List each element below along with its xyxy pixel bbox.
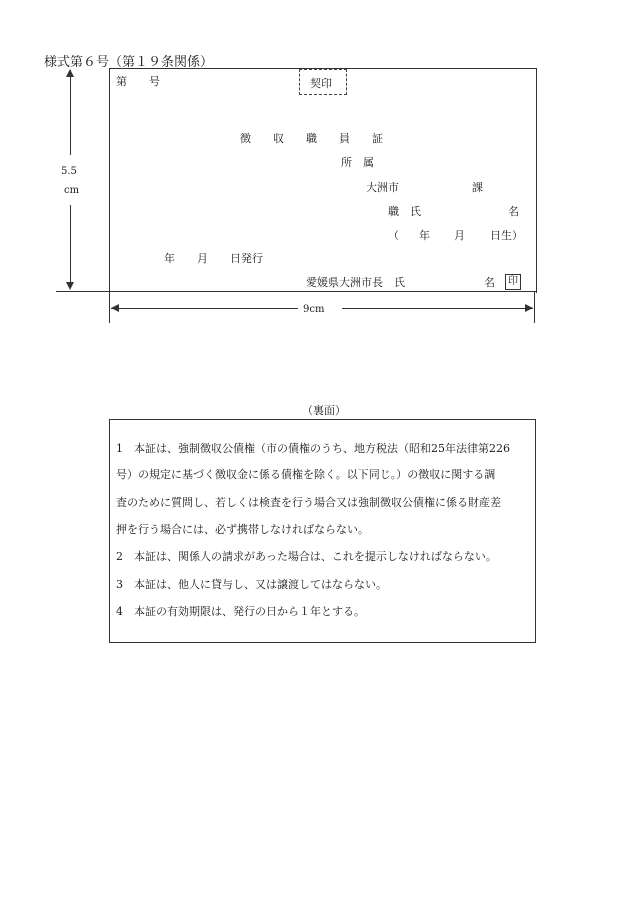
name-label: 名 <box>508 205 519 218</box>
dob-open: （ <box>388 229 399 242</box>
back-line: 3 本証は、他人に貸与し、又は譲渡してはならない。 <box>116 578 387 591</box>
issuer-name-label: 名 <box>484 276 495 289</box>
back-line: 号）の規定に基づく徴収金に係る債権を除く。以下同じ。）の徴収に関する調 <box>116 468 496 481</box>
back-line: 押を行う場合には、必ず携帯しなければならない。 <box>116 523 369 536</box>
height-dimension-line-bottom <box>70 205 71 288</box>
arrow-right-icon <box>525 304 533 312</box>
number-label: 第 号 <box>116 75 160 88</box>
back-line: 2 本証は、関係人の請求があった場合は、これを提示しなければならない。 <box>116 550 497 563</box>
affiliation-label: 所 属 <box>341 156 374 169</box>
dimension-extension-left <box>109 291 110 323</box>
section-label: 課 <box>472 181 483 194</box>
position-label: 職 氏 <box>388 205 421 218</box>
dob-year: 年 <box>419 229 430 242</box>
back-heading: （裏面） <box>302 404 346 417</box>
height-dimension-line-top <box>70 70 71 155</box>
issuer: 愛媛県大洲市長 氏 <box>306 276 405 289</box>
dob-month: 月 <box>454 229 465 242</box>
back-line: 4 本証の有効期限は、発行の日から１年とする。 <box>116 605 365 618</box>
arrow-down-icon <box>66 282 74 290</box>
back-line: 1 本証は、強制徴収公債権（市の債権のうち、地方税法（昭和25年法律第226 <box>116 442 510 455</box>
back-line: 査のために質問し、若しくは検査を行う場合又は強制徴収公債権に係る財産差 <box>116 496 501 509</box>
issue-date: 年 月 日発行 <box>164 252 263 265</box>
form-title: 様式第６号（第１９条関係） <box>44 55 214 70</box>
card-bottom-line <box>56 291 536 292</box>
width-dimension-label: 9cm <box>303 304 325 315</box>
issuer-seal: 印 <box>505 274 521 290</box>
seal-label: 契印 <box>310 77 332 90</box>
certificate-title: 徴 収 職 員 証 <box>240 132 383 145</box>
city-label: 大洲市 <box>366 181 399 194</box>
dimension-extension-right <box>534 291 535 323</box>
arrow-up-icon <box>66 69 74 77</box>
dob-day: 日生） <box>490 229 523 242</box>
height-dimension-value: 5.5 <box>61 166 77 177</box>
arrow-left-icon <box>111 304 119 312</box>
height-dimension-unit: cm <box>64 185 80 196</box>
